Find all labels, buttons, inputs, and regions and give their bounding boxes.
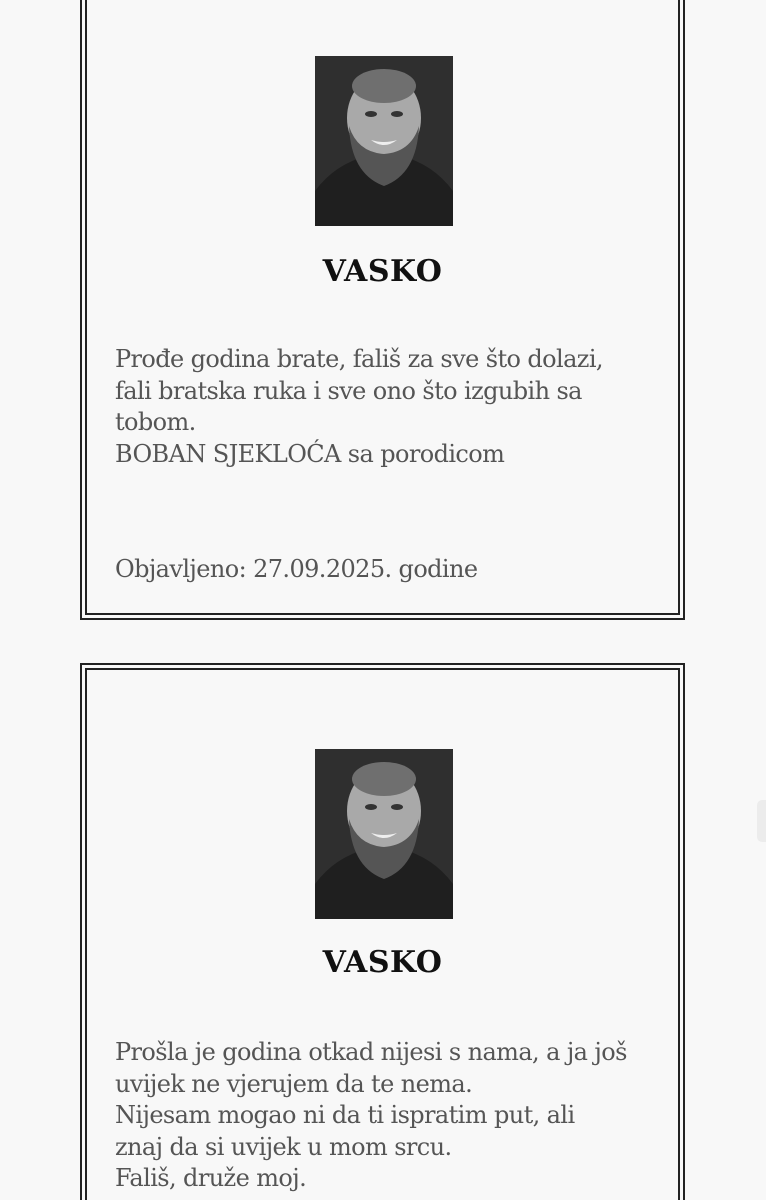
portrait-image [315, 56, 453, 226]
portrait-photo [315, 749, 453, 919]
message-line: uvijek ne vjerujem da te nema. [115, 1069, 473, 1098]
portrait-image [315, 749, 453, 919]
message-line: Prođe godina brate, fališ za sve što dolazi, [115, 345, 603, 373]
message-line: znaj da si uvijek u mom srcu. [115, 1132, 452, 1161]
message-line: Nijesam mogao ni da ti ispratim put, ali [115, 1101, 575, 1129]
portrait-photo [315, 56, 453, 226]
message-line: Prošla je godina otkad nijesi s nama, a ja još [115, 1038, 627, 1066]
message-line: Fališ, druže moj. [115, 1164, 307, 1192]
deceased-name: VASKO [322, 945, 443, 980]
obituary-card [80, 0, 685, 620]
message-line: tobom. [115, 408, 196, 436]
message-line: BOBAN SJEKLOĆA sa porodicom [115, 439, 505, 468]
published-date: Objavljeno: 27.09.2025. godine [115, 555, 478, 583]
deceased-name: VASKO [322, 254, 443, 289]
notice-message [115, 344, 655, 470]
obituary-card [80, 663, 685, 1200]
message-line: fali bratska ruka i sve ono što izgubih sa [115, 376, 582, 405]
notice-message [115, 1037, 655, 1195]
edge-panel-handle[interactable] [757, 800, 766, 842]
